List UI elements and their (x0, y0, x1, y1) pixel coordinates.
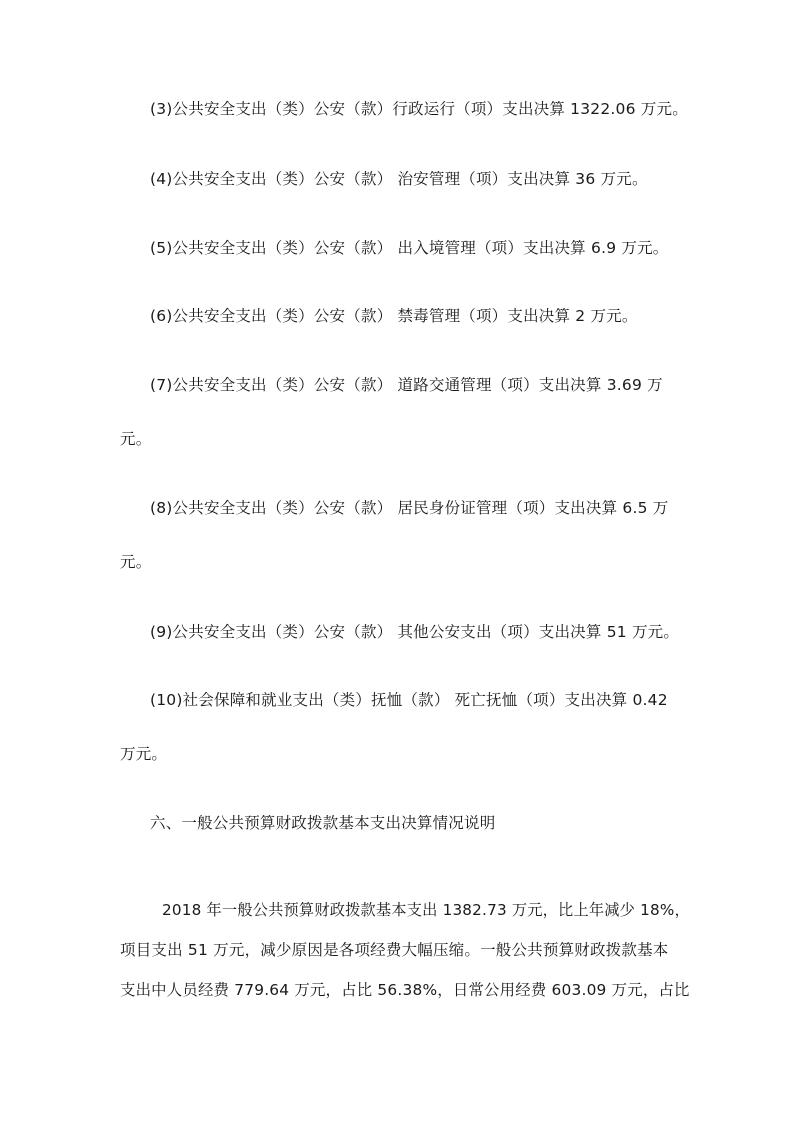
expenditure-item-4: (4)公共安全支出（类）公安（款） 治安管理（项）支出决算 36 万元。 (150, 170, 648, 188)
paragraph-line-1: 2018 年一般公共预算财政拨款基本支出 1382.73 万元，比上年减少 18%， (162, 901, 690, 919)
expenditure-item-10: (10)社会保障和就业支出（类）抚恤（款） 死亡抚恤（项）支出决算 0.42 (150, 691, 668, 709)
expenditure-item-9: (9)公共安全支出（类）公安（款） 其他公安支出（项）支出决算 51 万元。 (150, 623, 680, 641)
section-heading: 六、一般公共预算财政拨款基本支出决算情况说明 (150, 814, 496, 832)
expenditure-item-7-continuation: 元。 (120, 430, 152, 448)
expenditure-item-6: (6)公共安全支出（类）公安（款） 禁毒管理（项）支出决算 2 万元。 (150, 307, 638, 325)
expenditure-item-7: (7)公共安全支出（类）公安（款） 道路交通管理（项）支出决算 3.69 万 (150, 376, 663, 394)
expenditure-item-5: (5)公共安全支出（类）公安（款） 出入境管理（项）支出决算 6.9 万元。 (150, 239, 669, 257)
expenditure-item-10-continuation: 万元。 (120, 745, 168, 763)
expenditure-item-8-continuation: 元。 (120, 553, 152, 571)
expenditure-item-3: (3)公共安全支出（类）公安（款）行政运行（项）支出决算 1322.06 万元。 (150, 100, 688, 118)
paragraph-line-2: 项目支出 51 万元，减少原因是各项经费大幅压缩。一般公共预算财政拨款基本 (120, 941, 669, 959)
paragraph-line-3: 支出中人员经费 779.64 万元，占比 56.38%，日常公用经费 603.09 万元，占比 (120, 981, 690, 999)
expenditure-item-8: (8)公共安全支出（类）公安（款） 居民身份证管理（项）支出决算 6.5 万 (150, 499, 669, 517)
